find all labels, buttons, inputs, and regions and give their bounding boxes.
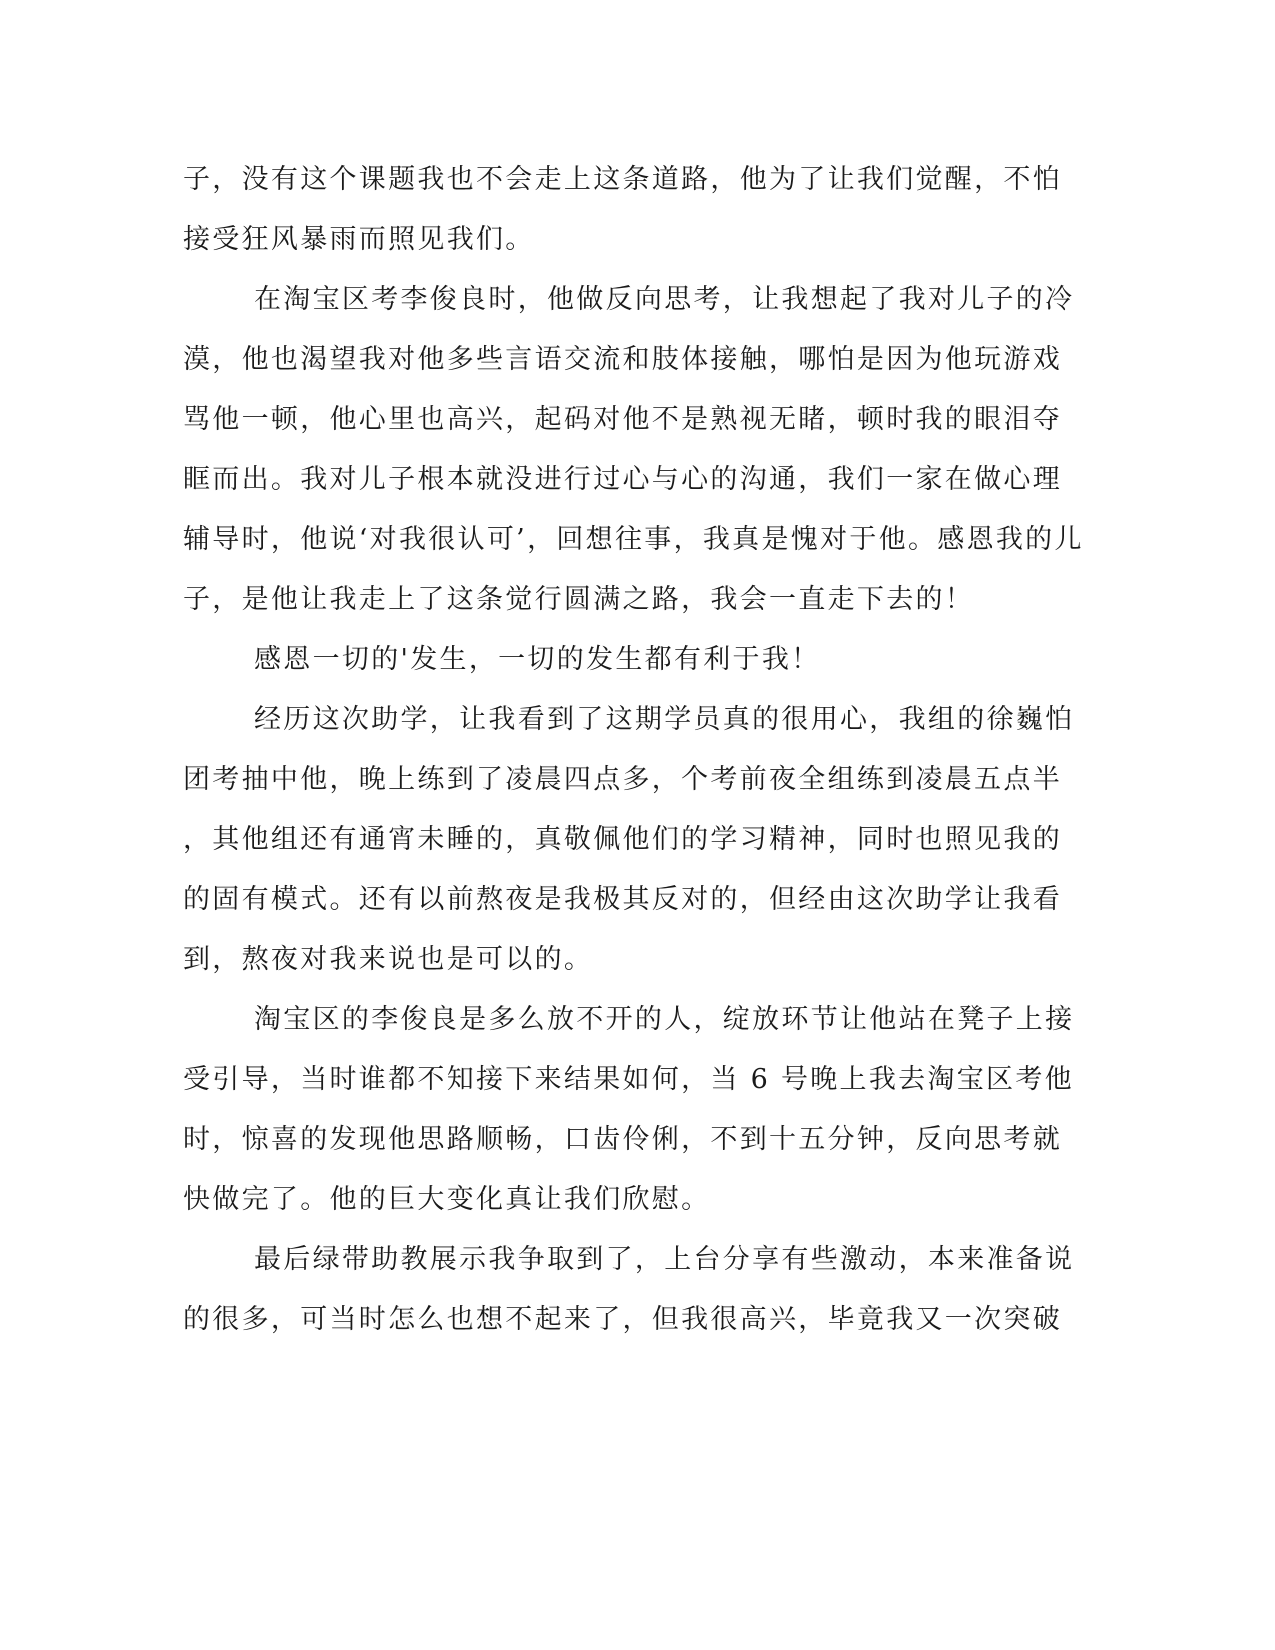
text-line: 快做完了。他的巨大变化真让我们欣慰。	[183, 1184, 711, 1215]
text-line: 子，没有这个课题我也不会走上这条道路，他为了让我们觉醒，不怕	[183, 164, 1062, 195]
body-text	[183, 150, 1084, 1350]
text-line: ，其他组还有通宵未睡的，真敬佩他们的学习精神，同时也照见我的	[183, 824, 1062, 855]
paragraph-start-line: 在淘宝区考李俊良时，他做反向思考，让我想起了我对儿子的冷	[254, 284, 1075, 315]
text-line: 团考抽中他，晚上练到了凌晨四点多，个考前夜全组练到凌晨五点半	[183, 764, 1062, 795]
text-line: 的很多，可当时怎么也想不起来了，但我很高兴，毕竟我又一次突破	[183, 1304, 1062, 1335]
text-line: 辅导时，他说‘对我很认可’，回想往事，我真是愧对于他。感恩我的儿	[183, 524, 1084, 555]
text-line: 骂他一顿，他心里也高兴，起码对他不是熟视无睹，顿时我的眼泪夺	[183, 404, 1062, 435]
text-line: 时，惊喜的发现他思路顺畅，口齿伶俐，不到十五分钟，反向思考就	[183, 1124, 1062, 1155]
text-line: 受引导，当时谁都不知接下来结果如何，当 6 号晚上我去淘宝区考他	[183, 1064, 1074, 1095]
paragraph-start-line: 淘宝区的李俊良是多么放不开的人，绽放环节让他站在凳子上接	[254, 1004, 1075, 1035]
text-line: 到，熬夜对我来说也是可以的。	[183, 944, 594, 975]
text-line: 眶而出。我对儿子根本就没进行过心与心的沟通，我们一家在做心理	[183, 464, 1062, 495]
text-line: 的固有模式。还有以前熬夜是我极其反对的，但经由这次助学让我看	[183, 884, 1062, 915]
text-line: 接受狂风暴雨而照见我们。	[183, 224, 535, 255]
paragraph-start-line: 最后绿带助教展示我争取到了，上台分享有些激动，本来准备说	[254, 1244, 1075, 1275]
text-line: 漠，他也渴望我对他多些言语交流和肢体接触，哪怕是因为他玩游戏	[183, 344, 1062, 375]
paragraph-start-line: 感恩一切的'发生，一切的发生都有利于我！	[254, 644, 821, 675]
text-line: 子，是他让我走上了这条觉行圆满之路，我会一直走下去的！	[183, 584, 975, 615]
paragraph-start-line: 经历这次助学，让我看到了这期学员真的很用心，我组的徐巍怕	[254, 704, 1075, 735]
